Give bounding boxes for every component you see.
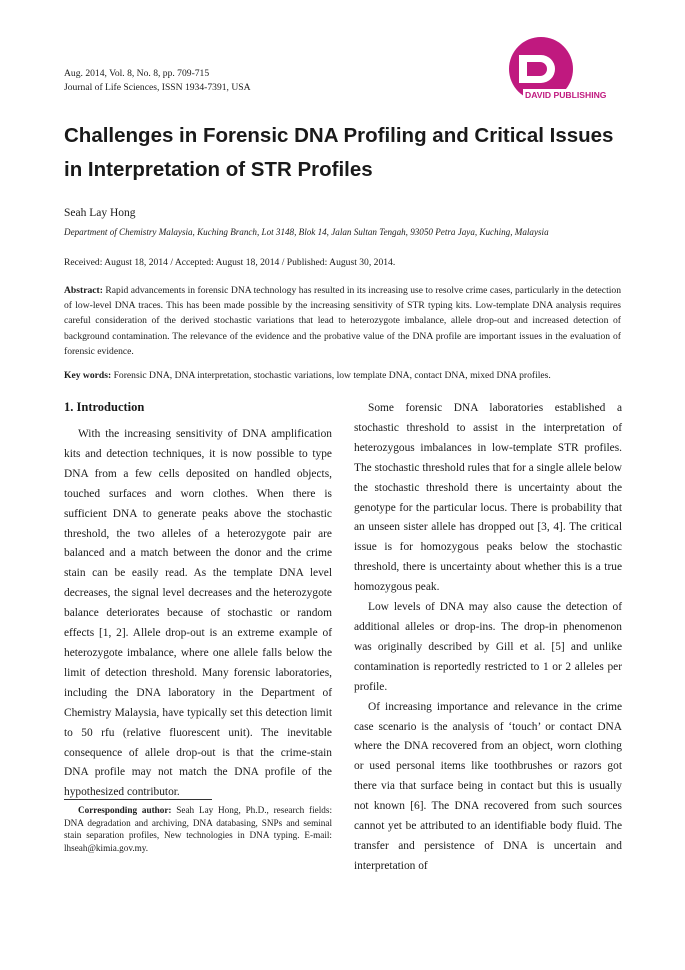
issue-line: Aug. 2014, Vol. 8, No. 8, pp. 709-715 xyxy=(64,68,210,79)
right-column xyxy=(354,399,622,877)
abstract-label: Abstract: xyxy=(64,285,103,296)
keywords-label: Key words: xyxy=(64,370,112,381)
intro-paragraph-1: With the increasing sensitivity of DNA amplification kits and detection techniques, it is now possible to type DNA from a few cells deposited on handled objects, touched surfaces and worn clothes. When there is sufficient DNA to generate peaks above the stochastic threshold, the two alleles of a heterozygote pair are balanced and a match between the donor and the crime stain can be easily read. As the template DNA level decreases, the signal level decreases and the heterozygote balance deteriorates because of stochastic or random effects [1, 2]. Allele drop-out is an extreme example of heterozygote imbalance, where one allele falls below the limit of detection threshold. Many forensic laboratories, including the DNA laboratory in the Department of Chemistry Malaysia, have typically set this detection limit to 50 rfu (relative fluorescent unit). The inevitable consequence of allele drop-out is that the crime-stain DNA profile may not match the DNA profile of the hypothesized contributor. xyxy=(64,428,332,799)
abstract-text: Rapid advancements in forensic DNA technology has resulted in its increasing use to resolve crime cases, particularly in the detection of low-level DNA traces. This has been made possible by the increasing sensitivity of STR typing kits. Low-template DNA analysis requires careful consideration of the derived stochastic variations that lead to heterozygote imbalance, allele drop-out and increased detection of background contamination. The relevance of the evidence and the probative value of the DNA profile are important issues in the evaluation of forensic evidence. xyxy=(64,285,621,357)
logo-text: DAVID PUBLISHING xyxy=(525,90,607,100)
left-column xyxy=(64,399,332,803)
intro-paragraph-3: Low levels of DNA may also cause the detection of additional alleles or drop-ins. The drop-in phenomenon was originally described by Gill et al. [5] and unlike contamination is reportedly restricted to 1 or 2 alleles per profile. xyxy=(354,601,622,693)
david-publishing-logo xyxy=(505,37,623,111)
journal-line: Journal of Life Sciences, ISSN 1934-7391, USA xyxy=(64,82,251,93)
intro-paragraph-4: Of increasing importance and relevance in the crime case scenario is the analysis of ‘touch’ or contact DNA where the DNA recovered from an object, worn clothing or used personal items like toothbrushes or razors got there via that surface being in contact but this is usually not known [6]. The DNA recovered from such sources cannot yet be attributed to an identifiable body fluid. The transfer and persistence of DNA is uncertain and interpretation of xyxy=(354,700,622,872)
author-affiliation: Department of Chemistry Malaysia, Kuching Branch, Lot 3148, Blok 14, Jalan Sultan Tengah, 93050 Petra Jaya, Kuching, Malaysia xyxy=(64,227,549,237)
section-heading-introduction: 1. Introduction xyxy=(64,400,145,414)
intro-paragraph-2: Some forensic DNA laboratories established a stochastic threshold to assist in the interpretation of heterozygous imbalances in low-template STR profiles. The stochastic threshold rules that for a single allele below the stochastic threshold there is uncertainty about the genotype for the particular locus. There is probability that an unseen sister allele has dropped out [3, 4]. The critical issue is for homozygous peaks below the stochastic threshold, there is uncertainty about whether this is a true homozygous peak. xyxy=(354,402,622,594)
footnote-label: Corresponding author: xyxy=(78,805,172,815)
keywords-text: Forensic DNA, DNA interpretation, stochastic variations, low template DNA, contact DNA, mixed DNA profiles. xyxy=(113,370,551,381)
journal-info xyxy=(64,67,251,95)
footnote-divider xyxy=(64,799,212,800)
title-line-2: in Interpretation of STR Profiles xyxy=(64,158,373,181)
publication-dates: Received: August 18, 2014 / Accepted: August 18, 2014 / Published: August 30, 2014. xyxy=(64,257,396,268)
footnote-text: Seah Lay Hong, Ph.D., research fields: DNA degradation and archiving, DNA databasing, SNPs and seminal stain separation profiles, New technologies in DNA typing. E-mail: lhseah@kimia.gov.my. xyxy=(64,805,332,853)
abstract xyxy=(64,283,621,359)
paper-title xyxy=(64,119,644,187)
author-name: Seah Lay Hong xyxy=(64,207,136,219)
title-line-1: Challenges in Forensic DNA Profiling and Critical Issues xyxy=(64,124,614,147)
keywords xyxy=(64,370,621,381)
corresponding-author-footnote xyxy=(64,804,332,854)
